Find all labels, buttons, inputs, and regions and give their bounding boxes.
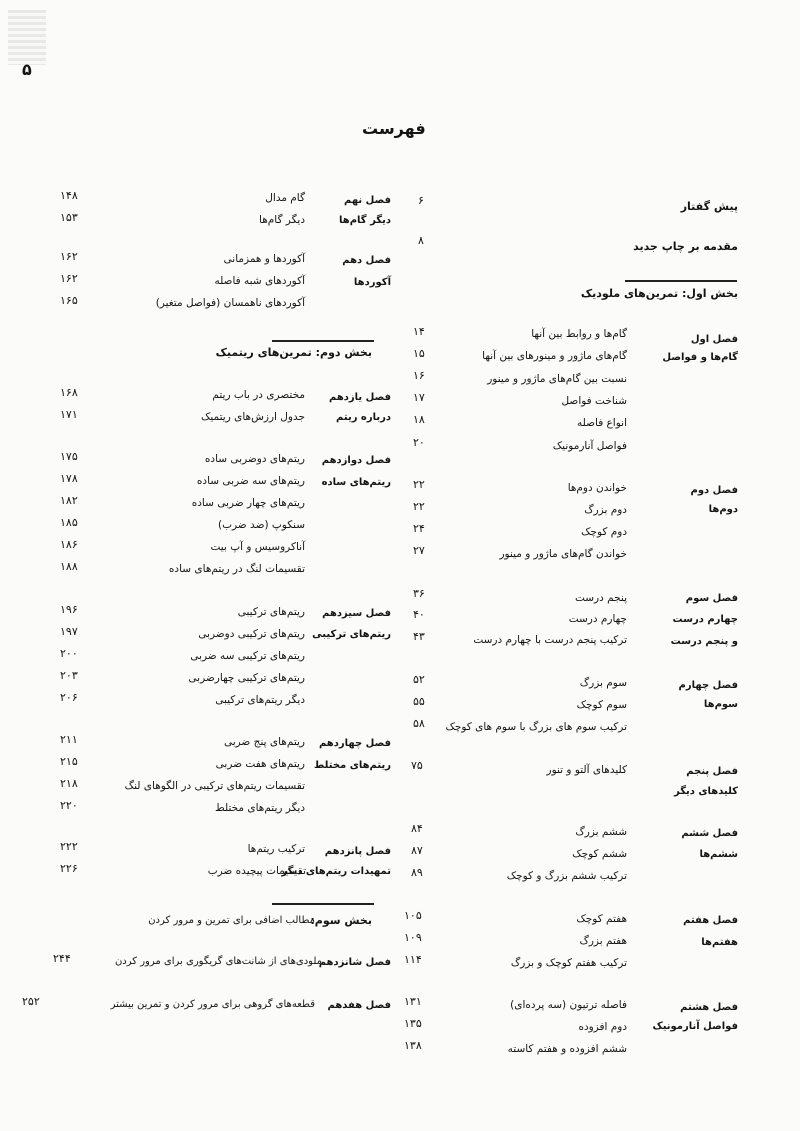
ch17-page: ۲۵۲: [22, 995, 40, 1008]
ch1-item-page: ۲۰: [413, 436, 425, 449]
ch5-title: کلیدهای دیگر: [673, 786, 738, 797]
ch14-item-page: ۲۱۸: [60, 777, 78, 790]
ch14-item: تقسیمات ریتم‌های ترکیبی در الگوهای لنگ: [124, 780, 305, 792]
ch2-item-page: ۲۲: [413, 478, 425, 491]
ch2-item: دوم بزرگ: [584, 504, 627, 516]
ch12-item-page: ۱۸۸: [60, 560, 78, 573]
ch7-item-page: ۱۰۹: [404, 931, 422, 944]
ch11-title: درباره ریتم: [336, 412, 391, 423]
ch1-item: گام‌های ماژور و مینورهای بین آنها: [482, 350, 627, 362]
ch7-title: هفتم‌ها: [701, 937, 738, 948]
ch10-item-page: ۱۶۲: [60, 250, 78, 263]
ch4-item: ترکیب سوم های بزرگ با سوم های کوچک: [445, 721, 627, 733]
ch13-item: دیگر ریتم‌های ترکیبی: [215, 694, 305, 706]
ch9-item-page: ۱۵۳: [60, 211, 78, 224]
ch16-page: ۲۴۴: [53, 952, 71, 965]
ch2-item-page: ۲۴: [413, 522, 425, 535]
ch7-item-page: ۱۱۴: [404, 953, 422, 966]
ch4-item-page: ۵۲: [413, 673, 425, 686]
ch3-item-page: ۴۰: [413, 608, 425, 621]
ch2-item: دوم کوچک: [581, 526, 627, 538]
ch9-item: دیگر گام‌ها: [259, 214, 305, 226]
ch7-item: هفتم کوچک: [576, 913, 627, 925]
ch6-item-page: ۸۷: [411, 844, 423, 857]
ch14-item: ریتم‌های هفت ضربی: [215, 758, 305, 770]
ch7-item: هفتم بزرگ: [579, 935, 627, 947]
intro-new-edition-page: ۸: [418, 234, 424, 247]
ch6-name: فصل ششم: [681, 828, 738, 839]
ch6-item: ششم کوچک: [572, 848, 627, 860]
ch3-title-line2: و پنجم درست: [670, 636, 738, 647]
part3-heading: بخش سوم:: [310, 914, 372, 927]
ch14-title: ریتم‌های مختلط: [313, 760, 391, 771]
ch6-title: ششم‌ها: [699, 849, 738, 860]
ch14-item-page: ۲۲۰: [60, 799, 78, 812]
ch8-name: فصل هشتم: [680, 1002, 738, 1013]
ch12-item: سنکوپ (ضد ضرب): [218, 519, 305, 531]
ch3-item: پنجم درست: [574, 592, 627, 604]
ch2-item: خواندن گام‌های ماژور و مینور: [499, 548, 627, 560]
ch10-item: آکوردهای ناهمسان (فواصل متغیر): [155, 297, 305, 309]
ch8-item: ششم افزوده و هفتم کاسته: [507, 1043, 627, 1055]
part2-rule: [272, 340, 374, 342]
ch8-item: دوم افزوده: [578, 1021, 627, 1033]
ch3-name: فصل سوم: [685, 593, 738, 604]
ch1-item-page: ۱۶: [413, 369, 425, 382]
ch17-item: قطعه‌های گروهی برای مرور کردن و تمرین بیشتر: [110, 999, 315, 1010]
ch1-title: گام‌ها و فواصل: [662, 352, 738, 363]
ch1-item: گام‌ها و روابط بین آنها: [531, 328, 627, 340]
ch12-item-page: ۱۸۲: [60, 494, 78, 507]
ch1-name: فصل اول: [690, 334, 738, 345]
intro-new-edition: مقدمه بر چاپ جدید: [633, 240, 738, 253]
ch4-item-page: ۵۵: [413, 695, 425, 708]
ch14-item-page: ۲۱۱: [60, 733, 78, 746]
ch14-item-page: ۲۱۵: [60, 755, 78, 768]
ch3-item: چهارم درست: [568, 613, 627, 625]
ch15-item: تقسیمات پیچیده ضرب: [207, 865, 306, 877]
ch11-item: جدول ارزش‌های ریتمیک: [200, 411, 305, 423]
ch12-item-page: ۱۸۶: [60, 538, 78, 551]
ch12-name: فصل دوازدهم: [321, 455, 391, 466]
ch1-item: فواصل آنارمونیک: [552, 440, 627, 452]
ch6-item-page: ۸۹: [411, 866, 423, 879]
ch4-item-page: ۵۸: [413, 717, 425, 730]
ch8-item-page: ۱۳۸: [404, 1039, 422, 1052]
ch13-item-page: ۱۹۷: [60, 625, 78, 638]
ch14-item: ریتم‌های پنج ضربی: [223, 736, 305, 748]
intro-preface-page: ۶: [418, 194, 424, 207]
ch1-item-page: ۱۵: [413, 347, 425, 360]
ch15-item-page: ۲۲۶: [60, 862, 78, 875]
ch16-name: فصل شانزدهم: [318, 957, 391, 968]
ch8-item-page: ۱۳۱: [404, 995, 422, 1008]
part2-heading: بخش دوم: تمرین‌های ریتمیک: [215, 346, 372, 359]
ch4-title: سوم‌ها: [703, 699, 738, 710]
ch10-name: فصل دهم: [342, 255, 391, 266]
ch14-name: فصل چهاردهم: [318, 738, 391, 749]
page-title: فهرست: [362, 119, 426, 138]
ch10-item-page: ۱۶۵: [60, 294, 78, 307]
ch6-item: ششم بزرگ: [575, 826, 627, 838]
ch14-item: دیگر ریتم‌های مختلط: [215, 802, 305, 814]
ch5-item-page: ۷۵: [411, 759, 423, 772]
ch15-item-page: ۲۲۲: [60, 840, 78, 853]
ch8-item: فاصله ترتیون (سه پرده‌ای): [510, 999, 627, 1011]
ch15-item: ترکیب ریتم‌ها: [247, 843, 305, 855]
ch17-name: فصل هفدهم: [327, 1000, 391, 1011]
page-number: ۵: [22, 60, 32, 79]
ch15-title: تمهیدات ریتم‌های دیگر: [281, 866, 391, 877]
ch13-item: ریتم‌های ترکیبی: [237, 606, 305, 618]
ch10-title: آکوردها: [353, 277, 391, 288]
ch2-name: فصل دوم: [690, 485, 738, 496]
ch13-item: ریتم‌های ترکیبی چهارضربی: [188, 672, 305, 684]
ch13-title: ریتم‌های ترکیبی: [312, 629, 391, 640]
ch11-item: مختصری در باب ریتم: [212, 389, 305, 401]
ch12-item: ریتم‌های سه ضربی ساده: [196, 475, 305, 487]
ch6-item-page: ۸۴: [411, 822, 423, 835]
ch1-item: انواع فاصله: [576, 417, 627, 429]
ch1-item-page: ۱۸: [413, 413, 425, 426]
ch5-item: کلیدهای آلتو و تنور: [546, 764, 627, 776]
ch7-name: فصل هفتم: [683, 915, 738, 926]
ch13-item: ریتم‌های ترکیبی دوضربی: [198, 628, 305, 640]
ch8-item-page: ۱۳۵: [404, 1017, 422, 1030]
ch12-item-page: ۱۸۵: [60, 516, 78, 529]
ch9-name: فصل نهم: [343, 195, 391, 206]
ch9-title: دیگر گام‌ها: [339, 215, 391, 226]
part1-heading: بخش اول: تمرین‌های ملودیک: [580, 287, 738, 300]
part3-description: مطالب اضافی برای تمرین و مرور کردن: [148, 915, 315, 926]
ch4-item: سوم کوچک: [576, 699, 627, 711]
part3-rule: [272, 903, 374, 905]
ch11-item-page: ۱۶۸: [60, 386, 78, 399]
ch13-item-page: ۲۰۶: [60, 691, 78, 704]
ch12-item: ریتم‌های چهار ضربی ساده: [191, 497, 305, 509]
ch7-item: ترکیب هفتم کوچک و بزرگ: [510, 957, 627, 969]
intro-preface: پیش گفتار: [680, 200, 738, 213]
ch11-name: فصل یازدهم: [329, 392, 391, 403]
ch4-item: سوم بزرگ: [579, 677, 627, 689]
ch9-item-page: ۱۴۸: [60, 189, 78, 202]
ch8-title: فواصل آنارمونیک: [652, 1021, 738, 1032]
ch12-item: ریتم‌های دوضربی ساده: [204, 453, 305, 465]
ch10-item-page: ۱۶۲: [60, 272, 78, 285]
ch12-item: آناکروسیس و آپ بیت: [210, 541, 305, 553]
ch3-item: ترکیب پنجم درست با چهارم درست: [473, 634, 627, 646]
ch9-item: گام مدال: [265, 192, 305, 204]
ch1-item: نسبت بین گام‌های ماژور و مینور: [487, 373, 627, 385]
ch13-item-page: ۲۰۳: [60, 669, 78, 682]
ch15-name: فصل پانزدهم: [324, 846, 391, 857]
ch2-item-page: ۲۲: [413, 500, 425, 513]
ch3-title: چهارم درست: [672, 614, 738, 625]
ch1-item-page: ۱۷: [413, 391, 425, 404]
ch1-item-page: ۱۴: [413, 325, 425, 338]
ch13-item: ریتم‌های ترکیبی سه ضربی: [190, 650, 305, 662]
ch7-item-page: ۱۰۵: [404, 909, 422, 922]
ch12-item: تقسیمات لنگ در ریتم‌های ساده: [168, 563, 305, 575]
ch12-title: ریتم‌های ساده: [321, 477, 391, 488]
ch1-item: شناخت فواصل: [561, 395, 627, 407]
ch13-item-page: ۱۹۶: [60, 603, 78, 616]
ch16-item: ملودی‌های از شانت‌های گریگوری برای مرور کردن: [114, 956, 322, 967]
ch11-item-page: ۱۷۱: [60, 408, 78, 421]
ch12-item-page: ۱۷۸: [60, 472, 78, 485]
ch6-item: ترکیب ششم بزرگ و کوچک: [506, 870, 627, 882]
ch10-item: آکوردهای شبه فاصله: [214, 275, 305, 287]
ch2-item: خواندن دوم‌ها: [567, 482, 627, 494]
scan-artifact: [8, 10, 46, 65]
ch10-item: آکوردها و همزمانی: [223, 253, 305, 265]
ch3-item-page: ۳۶: [413, 587, 425, 600]
part1-rule: [625, 280, 737, 282]
ch4-name: فصل چهارم: [678, 680, 738, 691]
ch2-item-page: ۲۷: [413, 544, 425, 557]
ch2-title: دوم‌ها: [708, 504, 738, 515]
ch5-name: فصل پنجم: [686, 766, 738, 777]
ch12-item-page: ۱۷۵: [60, 450, 78, 463]
ch3-item-page: ۴۳: [413, 630, 425, 643]
ch13-name: فصل سیزدهم: [322, 608, 391, 619]
ch13-item-page: ۲۰۰: [60, 647, 78, 660]
